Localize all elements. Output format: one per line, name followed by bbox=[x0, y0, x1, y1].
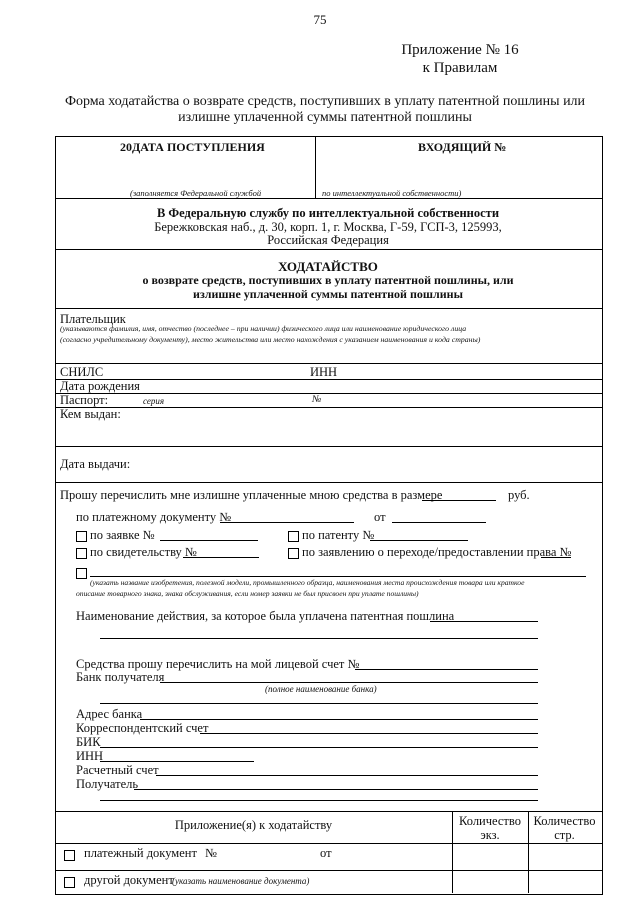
divider bbox=[55, 363, 602, 364]
divider bbox=[55, 843, 602, 844]
qty-copies-unit: экз. bbox=[480, 828, 500, 842]
qty-pages-header: Количество bbox=[533, 814, 596, 828]
divider bbox=[55, 308, 602, 309]
payment-doc-attachment-checkbox[interactable] bbox=[64, 850, 75, 861]
request-amount-label: Прошу перечислить мне излишне уплаченные мною средства в размере bbox=[60, 488, 443, 502]
bank-inn-field[interactable] bbox=[100, 761, 254, 762]
settlement-account-field[interactable] bbox=[156, 775, 538, 776]
corr-account-field[interactable] bbox=[200, 733, 538, 734]
corr-account-label: Корреспондентский счет bbox=[76, 721, 209, 735]
filled-by-note-right: по интеллектуальной собственности) bbox=[322, 188, 462, 198]
amount-field[interactable] bbox=[422, 500, 496, 501]
application-number-field[interactable] bbox=[160, 540, 258, 541]
divider bbox=[55, 811, 602, 812]
transfer-checkbox[interactable] bbox=[288, 548, 299, 559]
recipient-field-line2[interactable] bbox=[100, 800, 538, 801]
action-name-field-line2[interactable] bbox=[100, 638, 538, 639]
inn-label: ИНН bbox=[310, 365, 338, 379]
account-label: Средства прошу перечислить на мой лицевой счет № bbox=[76, 657, 360, 671]
petition-subtitle1: о возврате средств, поступивших в уплату патентной пошлины, или bbox=[142, 273, 514, 287]
bik-field[interactable] bbox=[100, 747, 538, 748]
annex-rules: к Правилам bbox=[422, 60, 498, 76]
issued-by-label: Кем выдан: bbox=[60, 407, 121, 421]
addressee-line2: Бережковская наб., д. 30, корп. 1, г. Москва, Г-59, ГСП-3, 125993, bbox=[154, 220, 502, 234]
payer-note1: (указываются фамилия, имя, отчество (последнее – при наличии) физического лица или наименование юридического лица bbox=[60, 324, 467, 333]
form-title-line2: излишне уплаченной суммы патентной пошлины bbox=[178, 110, 472, 125]
attachments-header: Приложение(я) к ходатайству bbox=[174, 818, 333, 832]
currency-label: руб. bbox=[508, 488, 530, 502]
application-checkbox[interactable] bbox=[76, 531, 87, 542]
divider bbox=[55, 870, 602, 871]
qty-pages-unit: стр. bbox=[554, 828, 575, 842]
object-note1: (указать название изобретения, полезной модели, промышленного образца, наименования места происхождения товара или краткое bbox=[90, 578, 525, 587]
divider bbox=[55, 249, 602, 250]
divider bbox=[55, 482, 602, 483]
annex-number: Приложение № 16 bbox=[401, 42, 519, 58]
payment-doc-date-field[interactable] bbox=[392, 522, 486, 523]
certificate-label: по свидетельству № bbox=[90, 545, 197, 559]
divider bbox=[55, 446, 602, 447]
bik-label: БИК bbox=[76, 735, 101, 749]
issue-date-label: Дата выдачи: bbox=[60, 457, 131, 471]
recipient-field[interactable] bbox=[134, 789, 538, 790]
incoming-number-label: ВХОДЯЩИЙ № bbox=[418, 140, 507, 154]
other-doc-note: (указать наименование документа) bbox=[172, 876, 310, 886]
passport-number-label: № bbox=[312, 394, 322, 405]
patent-number-field[interactable] bbox=[370, 540, 468, 541]
petition-title: ХОДАТАЙСТВО bbox=[278, 259, 378, 274]
other-doc-label: другой документ bbox=[84, 873, 174, 887]
action-name-label: Наименование действия, за которое была уплачена патентная пошлина bbox=[76, 609, 455, 623]
qty-copies-header: Количество bbox=[459, 814, 521, 828]
payment-doc-from-label: от bbox=[374, 510, 386, 524]
transfer-number-field[interactable] bbox=[541, 557, 571, 558]
divider bbox=[55, 393, 602, 394]
certificate-checkbox[interactable] bbox=[76, 548, 87, 559]
certificate-number-field[interactable] bbox=[183, 557, 259, 558]
object-note2: описание товарного знака, знака обслуживания, если номер заявки не был присвоен при уплате пошлины) bbox=[76, 589, 419, 598]
header-divider bbox=[315, 136, 316, 198]
action-name-field[interactable] bbox=[430, 621, 538, 622]
account-number-field[interactable] bbox=[355, 669, 538, 670]
passport-series-label: серия bbox=[143, 396, 165, 406]
addressee-line1: В Федеральную службу по интеллектуальной собственности bbox=[156, 206, 500, 220]
passport-label: Паспорт: bbox=[60, 393, 109, 407]
date-received-label: 20ДАТА ПОСТУПЛЕНИЯ bbox=[120, 140, 265, 154]
payment-doc-number-field[interactable] bbox=[220, 522, 354, 523]
payment-doc-label: по платежному документу № bbox=[76, 510, 232, 524]
application-label: по заявке № bbox=[90, 528, 155, 542]
bank-name-field[interactable] bbox=[160, 682, 538, 683]
patent-checkbox[interactable] bbox=[288, 531, 299, 542]
addressee-line3: Российская Федерация bbox=[267, 233, 389, 247]
petition-subtitle2: излишне уплаченной суммы патентной пошлины bbox=[193, 287, 463, 301]
settlement-account-label: Расчетный счет bbox=[76, 763, 159, 777]
bank-address-field[interactable] bbox=[140, 719, 538, 720]
divider bbox=[55, 407, 602, 408]
bank-label: Банк получателя bbox=[76, 670, 165, 684]
page-number: 75 bbox=[313, 12, 327, 27]
other-object-checkbox[interactable] bbox=[76, 568, 87, 579]
snils-label: СНИЛС bbox=[60, 365, 104, 379]
recipient-label: Получатель bbox=[76, 777, 139, 791]
form-title bbox=[55, 94, 595, 126]
form-title-line1: Форма ходатайства о возврате средств, поступивших в уплату патентной пошлины или bbox=[64, 94, 586, 109]
other-object-field[interactable] bbox=[90, 576, 586, 577]
payment-doc-attachment-label: платежный документ bbox=[84, 846, 197, 860]
transfer-label: по заявлению о переходе/предоставлении права № bbox=[302, 545, 572, 559]
payer-note2: (согласно учредительному документу), место жительства или место нахождения с указанием наименования и кода страны) bbox=[60, 335, 481, 344]
payment-doc-attachment-from: от bbox=[320, 846, 332, 860]
patent-label: по патенту № bbox=[302, 528, 375, 542]
payer-label: Плательщик bbox=[60, 312, 126, 326]
payment-doc-attachment-number: № bbox=[205, 846, 217, 860]
bank-name-note: (полное наименование банка) bbox=[265, 684, 377, 694]
bank-name-field-line2[interactable] bbox=[100, 703, 538, 704]
bank-address-label: Адрес банка bbox=[76, 707, 143, 721]
filled-by-note-left: (заполняется Федеральной службой bbox=[130, 188, 262, 198]
birth-date-label: Дата рождения bbox=[60, 379, 140, 393]
divider bbox=[55, 198, 602, 199]
other-doc-checkbox[interactable] bbox=[64, 877, 75, 888]
bank-inn-label: ИНН bbox=[76, 749, 104, 763]
